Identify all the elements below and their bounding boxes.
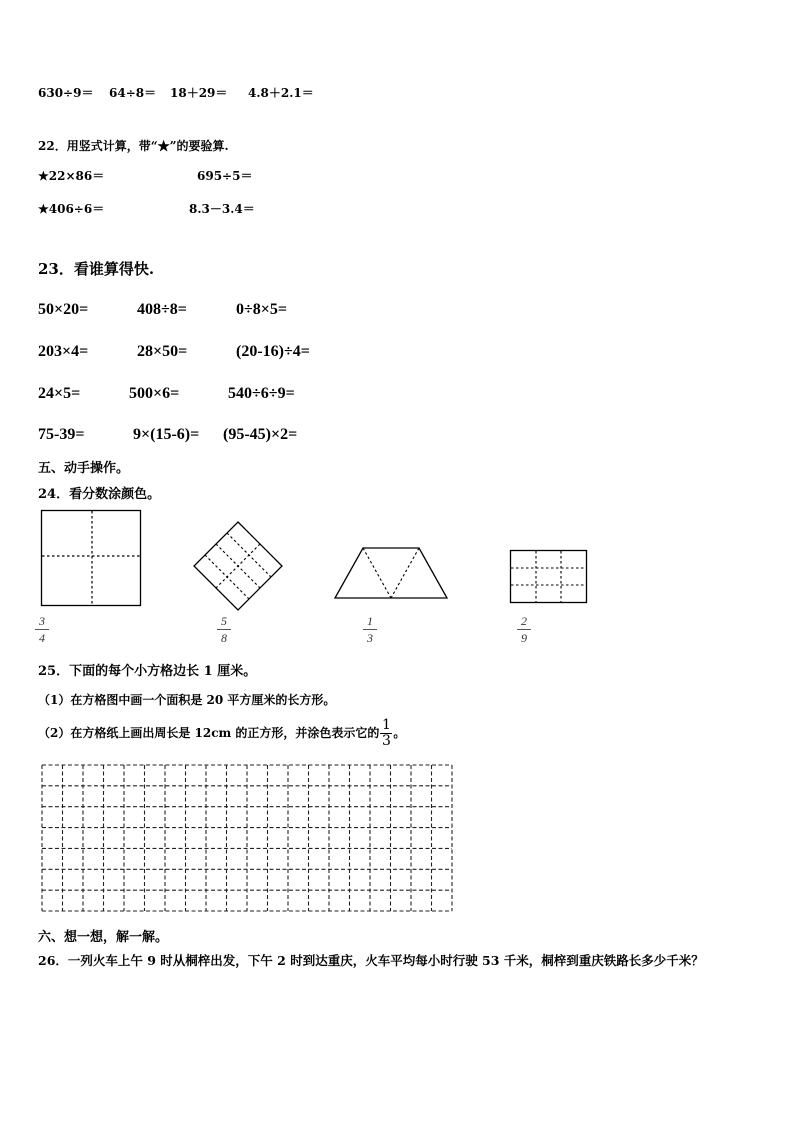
q22-expr: 695÷5＝ <box>197 169 253 183</box>
fraction-numerator: 1 <box>381 717 391 733</box>
trapezoid-shape <box>335 548 447 598</box>
trapezoid-dividers <box>363 548 419 598</box>
q23-expr: 24×5= <box>38 385 81 402</box>
square-dividers <box>42 511 140 605</box>
q24-title: 24．看分数涂颜色。 <box>38 487 161 502</box>
q23-expr: 203×4= <box>38 343 89 360</box>
q23-expr: 75-39= <box>38 426 85 443</box>
fraction-numerator: 3 <box>39 614 45 628</box>
q22-title: 22．用竖式计算，带“★”的要验算. <box>38 139 229 153</box>
section-5-title: 五、动手操作。 <box>38 461 130 476</box>
q25-part-2-end: 。 <box>393 726 406 740</box>
q23-expr: 28×50= <box>137 343 188 360</box>
q21-expr-3: 18＋29＝ <box>170 86 228 100</box>
q23-expr: (20-16)÷4= <box>236 343 310 360</box>
q21-expr-1: 630÷9＝ <box>38 86 94 100</box>
q23-expr: 540÷6÷9= <box>228 385 295 402</box>
square-shape <box>42 511 141 606</box>
q25-part-2 <box>38 717 405 749</box>
q23-expr: 0÷8×5= <box>236 301 288 318</box>
section-6-title: 六、想一想，解一解。 <box>38 930 169 945</box>
q26-question: 26．一列火车上午 9 时从桐梓出发，下午 2 时到达重庆，火车平均每小时行驶 53 千米，桐梓到重庆铁路长多少千米？ <box>38 953 704 968</box>
fraction-denominator: 3 <box>367 631 373 645</box>
q23-expr: 408÷8= <box>137 301 187 318</box>
square-grid-paper[interactable] <box>41 764 453 912</box>
fraction-label <box>363 614 377 645</box>
fraction-numerator: 5 <box>221 614 227 628</box>
rectangle-shape <box>511 551 587 603</box>
fraction-label <box>35 614 49 645</box>
rectangle-dividers <box>511 551 586 602</box>
q23-title: 23．看谁算得快. <box>38 260 155 278</box>
fraction-label <box>217 614 231 645</box>
q23-expr: (95-45)×2= <box>223 426 298 443</box>
fraction-denominator: 3 <box>381 733 391 749</box>
fraction-denominator: 8 <box>221 631 227 645</box>
fraction-label <box>517 614 531 645</box>
fraction-denominator: 4 <box>39 631 45 645</box>
q21-expr-4: 4.8＋2.1＝ <box>248 86 314 100</box>
inline-fraction <box>380 718 392 749</box>
q25-part-2-text: （2）在方格纸上画出周长是 12cm 的正方形，并涂色表示它的 <box>38 726 380 740</box>
fraction-numerator: 1 <box>367 614 373 628</box>
q25-title: 25．下面的每个小方格边长 1 厘米。 <box>38 664 257 679</box>
diamond-dividers <box>205 533 271 599</box>
q23-expr: 500×6= <box>129 385 180 402</box>
q25-part-1: （1）在方格图中画一个面积是 20 平方厘米的长方形。 <box>38 693 336 707</box>
q21-expr-2: 64÷8＝ <box>109 86 157 100</box>
q23-expr: 9×(15-6)= <box>133 426 200 443</box>
q22-expr: ★22×86＝ <box>38 169 105 183</box>
q23-expr: 50×20= <box>38 301 89 318</box>
q22-expr: ★406÷6＝ <box>38 202 105 216</box>
fraction-numerator: 2 <box>521 614 527 628</box>
q22-expr: 8.3－3.4＝ <box>189 202 255 216</box>
fraction-denominator: 9 <box>521 631 527 645</box>
